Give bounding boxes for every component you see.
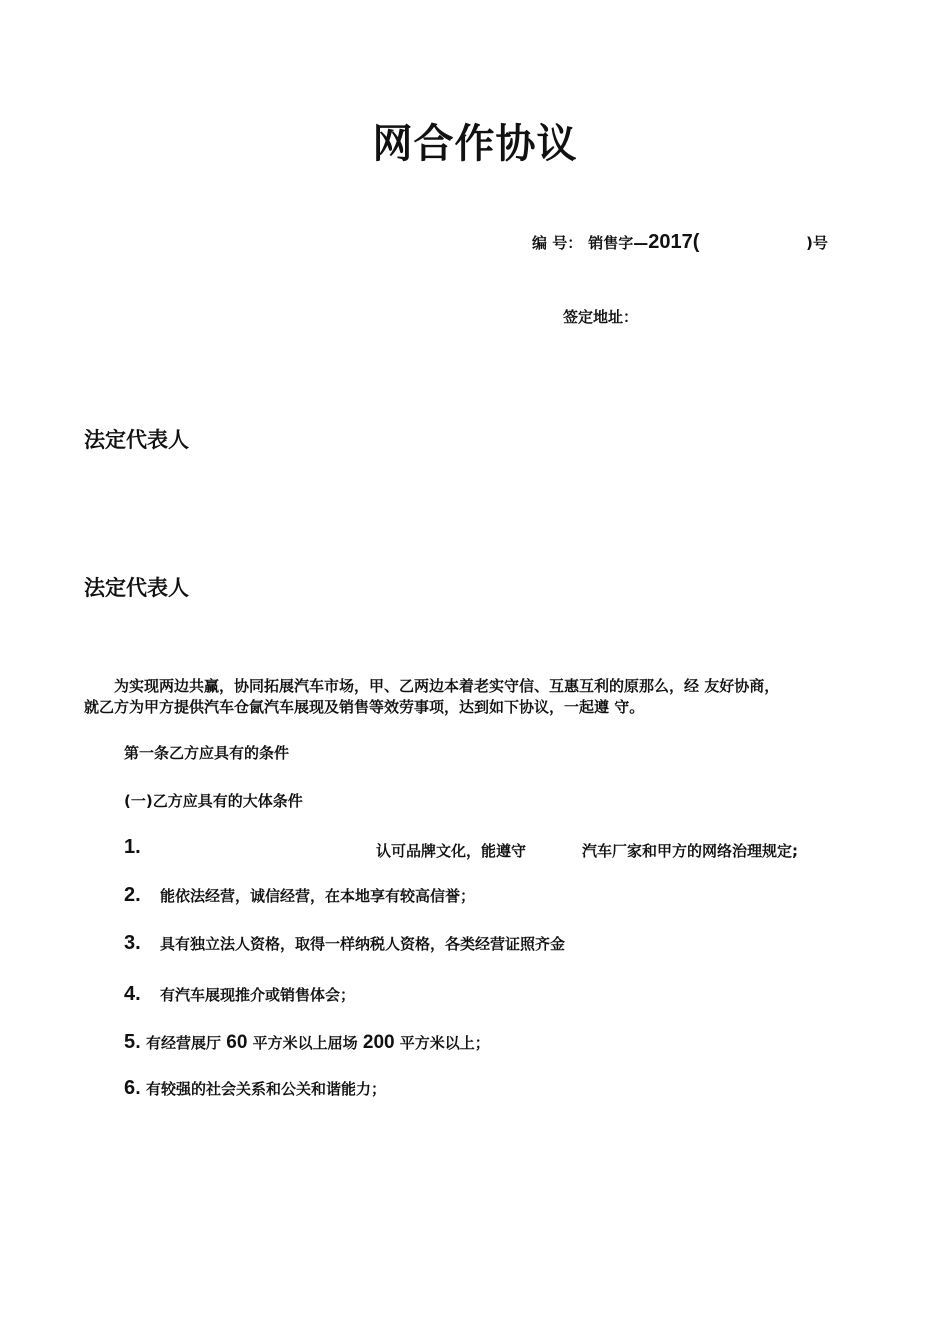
condition-item-4 (124, 983, 355, 1006)
item-text: 能依法经营，诚信经营，在本地享有较高信誉； (160, 887, 476, 905)
sign-place-label: 签定地址： (563, 308, 639, 326)
condition-item-5 (124, 1031, 490, 1054)
item-number: 4. (124, 983, 141, 1005)
item-number: 3. (124, 932, 141, 954)
item-area-2: 200 (362, 1032, 395, 1053)
item-text-b: 平方米以上屈场 (247, 1034, 363, 1052)
item-number: 5 (124, 1031, 136, 1053)
condition-item-3 (124, 932, 565, 955)
intro-line-1: 为实现两边共赢，协同拓展汽车市场，甲、乙两边本着老实守信、互惠互利的原那么，经 友好协商， (114, 677, 780, 695)
item-text: . 有较强的社会关系和公关和谐能力； (135, 1080, 387, 1098)
contract-number-prefix: 销售字— (588, 234, 649, 252)
item-text-a: . 有经营展厅 (135, 1034, 227, 1052)
contract-number-label: 编 号： (532, 234, 583, 252)
condition-item-6 (124, 1077, 386, 1100)
item-number: 1. (124, 836, 141, 858)
item-text-c: 平方米以上； (394, 1034, 490, 1052)
item-area-1: 60 (226, 1032, 248, 1053)
intro-paragraph (84, 676, 874, 718)
intro-line-2: 就乙方为甲方提供汽车仓氤汽车展现及销售等效劳事项，达到如下协议，一起遵 守。 (84, 698, 645, 716)
condition-item-1-text-a: 认可品牌文化，能遵守 (376, 842, 527, 860)
document-title: 网合作协议 (372, 121, 578, 167)
contract-number-year: 2017( (648, 231, 700, 253)
condition-item-2 (124, 884, 475, 907)
contract-number (532, 231, 699, 254)
contract-number-suffix: )号 (806, 234, 828, 252)
item-number: 2. (124, 884, 141, 906)
condition-item-1 (124, 836, 141, 859)
legal-representative-label-2: 法定代表人 (84, 576, 189, 600)
item-text: 具有独立法人资格，取得一样纳税人资格，各类经营证照齐金 (160, 935, 566, 953)
item-number: 6 (124, 1077, 136, 1099)
section-1-heading: (一)乙方应具有的大体条件 (124, 792, 303, 810)
item-text: 有汽车展现推介或销售体会； (160, 986, 356, 1004)
condition-item-1-text-b: 汽车厂家和甲方的网络治理规定; (582, 842, 799, 860)
article-1-heading: 第一条乙方应具有的条件 (124, 744, 290, 762)
legal-representative-label-1: 法定代表人 (84, 428, 189, 452)
